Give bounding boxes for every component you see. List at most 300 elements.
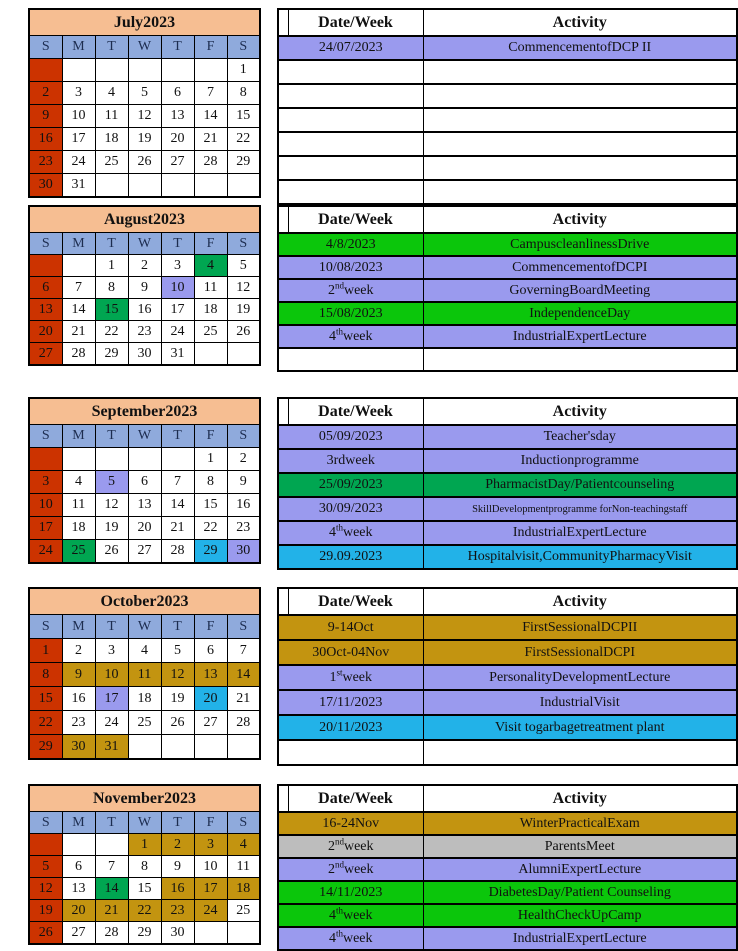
date-week-cell: 25/09/2023: [278, 473, 423, 497]
calendar-day-cell: 11: [128, 663, 161, 687]
calendar-day-cell: 14: [161, 494, 194, 517]
day-header-cell: T: [161, 36, 194, 59]
activity-cell: [423, 156, 737, 180]
calendar-day-cell: 7: [161, 471, 194, 494]
calendar-day-cell: 17: [95, 687, 128, 711]
calendar-day-cell: [161, 174, 194, 198]
day-header-cell: F: [194, 233, 227, 255]
calendar-weeks: [29, 448, 260, 564]
calendar-day-cell: 22: [128, 900, 161, 922]
calendar-day-cell: 30: [29, 174, 62, 198]
activity-cell: PharmacistDay/Patientcounseling: [423, 473, 737, 497]
calendar-week-row: [29, 856, 260, 878]
calendar-day-cell: 5: [161, 639, 194, 663]
activity-cell: FirstSessionalDCPI: [423, 640, 737, 665]
day-header-row: [29, 36, 260, 59]
day-header-cell: S: [29, 36, 62, 59]
date-week-cell: 24/07/2023: [278, 36, 423, 60]
calendar-day-cell: 10: [161, 277, 194, 299]
calendar-day-cell: 15: [29, 687, 62, 711]
calendar-day-cell: 4: [62, 471, 95, 494]
calendar-day-cell: 1: [29, 639, 62, 663]
day-header-row: [29, 233, 260, 255]
calendar-day-cell: 12: [128, 105, 161, 128]
date-week-header: Date/Week: [288, 588, 423, 615]
day-header-cell: T: [161, 233, 194, 255]
calendar-day-cell: 2: [29, 82, 62, 105]
calendar-day-cell: 31: [161, 343, 194, 366]
calendar-day-cell: 23: [161, 900, 194, 922]
month-title-row: [29, 398, 260, 425]
month-title: October2023: [29, 588, 260, 615]
calendar-day-cell: 24: [95, 711, 128, 735]
activity-cell: [423, 60, 737, 84]
date-week-cell: [278, 132, 423, 156]
calendar-day-cell: 24: [29, 540, 62, 564]
activity-row: [278, 858, 737, 881]
activity-header: Activity: [423, 9, 737, 36]
calendar-day-cell: 21: [62, 321, 95, 343]
activity-row: [278, 927, 737, 950]
activity-row: [278, 881, 737, 904]
calendar-day-cell: 17: [161, 299, 194, 321]
activity-rows: [278, 233, 737, 371]
activity-cell: [423, 180, 737, 204]
calendar-day-cell: [128, 735, 161, 760]
activity-row: [278, 904, 737, 927]
calendar-day-cell: 13: [128, 494, 161, 517]
date-week-cell: 4thweek: [278, 325, 423, 348]
calendar-day-cell: [62, 255, 95, 277]
calendar-day-cell: 23: [29, 151, 62, 174]
calendar-day-cell: 11: [62, 494, 95, 517]
calendar-day-cell: 7: [227, 639, 260, 663]
activity-table-august: [277, 205, 738, 372]
day-header-cell: F: [194, 812, 227, 834]
activity-header-row: [278, 9, 737, 36]
calendar-day-cell: 6: [161, 82, 194, 105]
activity-rows: [278, 36, 737, 204]
calendar-day-cell: 26: [128, 151, 161, 174]
calendar-day-cell: 22: [194, 517, 227, 540]
header-spacer-cell: [278, 9, 288, 36]
calendar-week-row: [29, 174, 260, 198]
calendar-day-cell: 20: [29, 321, 62, 343]
calendar-day-cell: 23: [128, 321, 161, 343]
calendar-day-cell: [95, 448, 128, 471]
calendar-week-row: [29, 922, 260, 945]
activity-rows: [278, 812, 737, 950]
calendar-day-cell: 26: [227, 321, 260, 343]
day-header-cell: S: [227, 425, 260, 448]
calendar-week-row: [29, 59, 260, 82]
calendar-day-cell: 18: [128, 687, 161, 711]
activity-row: [278, 640, 737, 665]
calendar-day-cell: 27: [194, 711, 227, 735]
calendar-day-cell: 7: [95, 856, 128, 878]
calendar-day-cell: 25: [62, 540, 95, 564]
calendar-day-cell: [194, 735, 227, 760]
calendar-week-row: [29, 471, 260, 494]
day-header-cell: S: [29, 812, 62, 834]
calendar-day-cell: 26: [161, 711, 194, 735]
date-week-header: Date/Week: [288, 9, 423, 36]
day-header-cell: M: [62, 812, 95, 834]
calendar-day-cell: 9: [128, 277, 161, 299]
calendar-day-cell: 16: [29, 128, 62, 151]
calendar-day-cell: 9: [161, 856, 194, 878]
calendar-day-cell: 14: [62, 299, 95, 321]
calendar-week-row: [29, 321, 260, 343]
calendar-day-cell: 31: [62, 174, 95, 198]
activity-table-november: [277, 784, 738, 951]
activity-row: [278, 60, 737, 84]
date-week-cell: [278, 108, 423, 132]
calendar-day-cell: 22: [29, 711, 62, 735]
calendar-july: [28, 8, 261, 198]
month-section-october: [28, 587, 738, 766]
calendar-day-cell: [161, 59, 194, 82]
day-header-cell: W: [128, 233, 161, 255]
activity-row: [278, 615, 737, 640]
date-week-cell: 20/11/2023: [278, 715, 423, 740]
activity-table-october: [277, 587, 738, 766]
calendar-day-cell: 26: [29, 922, 62, 945]
calendar-day-cell: 30: [227, 540, 260, 564]
calendar-day-cell: 20: [194, 687, 227, 711]
day-header-cell: M: [62, 615, 95, 639]
date-week-header: Date/Week: [288, 206, 423, 233]
activity-cell: IndustrialVisit: [423, 690, 737, 715]
calendar-day-cell: 7: [62, 277, 95, 299]
date-week-header: Date/Week: [288, 398, 423, 425]
day-header-cell: W: [128, 615, 161, 639]
activity-cell: [423, 132, 737, 156]
date-week-cell: 30Oct-04Nov: [278, 640, 423, 665]
calendar-day-cell: 8: [29, 663, 62, 687]
calendar-day-cell: 28: [95, 922, 128, 945]
day-header-cell: F: [194, 36, 227, 59]
calendar-day-cell: 5: [95, 471, 128, 494]
calendar-day-cell: [95, 59, 128, 82]
calendar-week-row: [29, 900, 260, 922]
activity-row: [278, 279, 737, 302]
date-week-cell: 1stweek: [278, 665, 423, 690]
calendar-day-cell: 21: [95, 900, 128, 922]
activity-cell: PersonalityDevelopmentLecture: [423, 665, 737, 690]
calendar-day-cell: 3: [95, 639, 128, 663]
calendar-day-cell: 8: [128, 856, 161, 878]
activity-row: [278, 233, 737, 256]
calendar-day-cell: 21: [161, 517, 194, 540]
activity-header: Activity: [423, 785, 737, 812]
date-week-cell: 4thweek: [278, 904, 423, 927]
day-header-cell: W: [128, 425, 161, 448]
calendar-day-cell: 20: [62, 900, 95, 922]
activity-header: Activity: [423, 588, 737, 615]
calendar-day-cell: 14: [95, 878, 128, 900]
calendar-day-cell: [62, 834, 95, 856]
calendar-day-cell: 9: [62, 663, 95, 687]
activity-row: [278, 302, 737, 325]
header-spacer-cell: [278, 785, 288, 812]
activity-rows: [278, 615, 737, 765]
day-header-cell: S: [29, 233, 62, 255]
activity-row: [278, 325, 737, 348]
month-section-november: [28, 784, 738, 951]
calendar-week-row: [29, 151, 260, 174]
calendar-day-cell: [194, 174, 227, 198]
activity-row: [278, 497, 737, 521]
calendar-weeks: [29, 834, 260, 945]
day-header-cell: T: [95, 812, 128, 834]
calendar-day-cell: 12: [161, 663, 194, 687]
calendar-day-cell: 25: [194, 321, 227, 343]
calendar-week-row: [29, 128, 260, 151]
activity-row: [278, 132, 737, 156]
activity-row: [278, 348, 737, 371]
header-spacer-cell: [278, 398, 288, 425]
activity-row: [278, 156, 737, 180]
day-header-cell: T: [161, 615, 194, 639]
calendar-day-cell: 29: [227, 151, 260, 174]
calendar-day-cell: [95, 834, 128, 856]
calendar-day-cell: 18: [62, 517, 95, 540]
date-week-cell: 16-24Nov: [278, 812, 423, 835]
calendar-week-row: [29, 540, 260, 564]
calendar-week-row: [29, 494, 260, 517]
calendar-day-cell: 22: [95, 321, 128, 343]
calendar-week-row: [29, 687, 260, 711]
activity-table-september: [277, 397, 738, 570]
calendar-day-cell: 28: [227, 711, 260, 735]
date-week-cell: 30/09/2023: [278, 497, 423, 521]
activity-row: [278, 835, 737, 858]
calendar-day-cell: 24: [161, 321, 194, 343]
calendar-day-cell: [29, 834, 62, 856]
day-header-cell: T: [95, 615, 128, 639]
date-week-cell: 10/08/2023: [278, 256, 423, 279]
calendar-day-cell: 13: [62, 878, 95, 900]
calendar-week-row: [29, 277, 260, 299]
date-week-cell: [278, 60, 423, 84]
calendar-day-cell: 21: [194, 128, 227, 151]
activity-cell: IndustrialExpertLecture: [423, 521, 737, 545]
calendar-day-cell: [227, 922, 260, 945]
activity-cell: ParentsMeet: [423, 835, 737, 858]
calendar-day-cell: 18: [227, 878, 260, 900]
activity-cell: SkillDevelopmentprogramme forNon-teachingstaff: [423, 497, 737, 521]
calendar-day-cell: [29, 59, 62, 82]
day-header-cell: S: [227, 812, 260, 834]
activity-cell: CommencementofDCPI: [423, 256, 737, 279]
calendar-day-cell: [128, 174, 161, 198]
calendar-day-cell: [128, 59, 161, 82]
day-header-cell: M: [62, 36, 95, 59]
calendar-day-cell: 10: [62, 105, 95, 128]
calendar-day-cell: 2: [227, 448, 260, 471]
calendar-week-row: [29, 735, 260, 760]
calendar-day-cell: 3: [29, 471, 62, 494]
calendar-day-cell: [95, 174, 128, 198]
calendar-day-cell: 30: [62, 735, 95, 760]
date-week-cell: 4thweek: [278, 521, 423, 545]
day-header-cell: S: [227, 233, 260, 255]
day-header-cell: T: [161, 812, 194, 834]
calendar-day-cell: 10: [29, 494, 62, 517]
calendar-day-cell: 11: [95, 105, 128, 128]
calendar-day-cell: 27: [29, 343, 62, 366]
date-week-cell: [278, 348, 423, 371]
activity-header: Activity: [423, 206, 737, 233]
date-week-cell: 4/8/2023: [278, 233, 423, 256]
activity-row: [278, 180, 737, 204]
calendar-day-cell: 28: [161, 540, 194, 564]
activity-header: Activity: [423, 398, 737, 425]
date-week-cell: 15/08/2023: [278, 302, 423, 325]
header-spacer-cell: [278, 588, 288, 615]
calendar-day-cell: 16: [161, 878, 194, 900]
calendar-day-cell: 19: [95, 517, 128, 540]
calendar-day-cell: 25: [95, 151, 128, 174]
calendar-day-cell: 13: [194, 663, 227, 687]
month-title-row: [29, 785, 260, 812]
calendar-day-cell: 4: [128, 639, 161, 663]
month-section-august: [28, 205, 738, 372]
calendar-day-cell: [29, 255, 62, 277]
calendar-day-cell: 27: [62, 922, 95, 945]
calendar-day-cell: 19: [227, 299, 260, 321]
activity-cell: Hospitalvisit,CommunityPharmacyVisit: [423, 545, 737, 569]
calendar-day-cell: 14: [194, 105, 227, 128]
calendar-day-cell: 30: [128, 343, 161, 366]
date-week-cell: [278, 180, 423, 204]
month-title-row: [29, 9, 260, 36]
calendar-week-row: [29, 639, 260, 663]
calendar-week-row: [29, 711, 260, 735]
activity-cell: Inductionprogramme: [423, 449, 737, 473]
activity-row: [278, 715, 737, 740]
calendar-day-cell: 19: [128, 128, 161, 151]
calendar-day-cell: 1: [194, 448, 227, 471]
calendar-day-cell: 5: [29, 856, 62, 878]
date-week-cell: 14/11/2023: [278, 881, 423, 904]
activity-row: [278, 740, 737, 765]
calendar-day-cell: [62, 59, 95, 82]
activity-cell: IndustrialExpertLecture: [423, 325, 737, 348]
calendar-day-cell: 22: [227, 128, 260, 151]
calendar-day-cell: 29: [29, 735, 62, 760]
calendar-day-cell: 4: [227, 834, 260, 856]
calendar-day-cell: 10: [95, 663, 128, 687]
activity-row: [278, 545, 737, 569]
day-header-cell: T: [95, 233, 128, 255]
calendar-day-cell: 19: [161, 687, 194, 711]
date-week-cell: 3rdweek: [278, 449, 423, 473]
calendar-day-cell: 11: [194, 277, 227, 299]
calendar-day-cell: 9: [29, 105, 62, 128]
calendar-day-cell: 29: [95, 343, 128, 366]
calendar-day-cell: 15: [227, 105, 260, 128]
calendar-day-cell: 4: [194, 255, 227, 277]
activity-cell: [423, 108, 737, 132]
calendar-day-cell: 11: [227, 856, 260, 878]
day-header-cell: S: [29, 615, 62, 639]
day-header-cell: W: [128, 36, 161, 59]
calendar-day-cell: 16: [62, 687, 95, 711]
month-title: November2023: [29, 785, 260, 812]
month-title-row: [29, 206, 260, 233]
activity-row: [278, 256, 737, 279]
calendar-day-cell: 29: [194, 540, 227, 564]
calendar-day-cell: 18: [194, 299, 227, 321]
calendar-day-cell: 30: [161, 922, 194, 945]
activity-row: [278, 665, 737, 690]
calendar-weeks: [29, 255, 260, 366]
calendar-day-cell: 15: [95, 299, 128, 321]
calendar-day-cell: 17: [194, 878, 227, 900]
calendar-day-cell: 23: [62, 711, 95, 735]
calendar-october: [28, 587, 261, 760]
calendar-week-row: [29, 663, 260, 687]
month-title: August2023: [29, 206, 260, 233]
activity-row: [278, 812, 737, 835]
calendar-day-cell: 24: [194, 900, 227, 922]
calendar-day-cell: 10: [194, 856, 227, 878]
day-header-cell: S: [227, 36, 260, 59]
calendar-day-cell: 6: [194, 639, 227, 663]
date-week-cell: [278, 156, 423, 180]
day-header-row: [29, 812, 260, 834]
calendar-week-row: [29, 448, 260, 471]
calendar-week-row: [29, 834, 260, 856]
activity-rows: [278, 425, 737, 569]
calendar-day-cell: 12: [227, 277, 260, 299]
activity-row: [278, 84, 737, 108]
calendar-week-row: [29, 299, 260, 321]
month-section-september: [28, 397, 738, 570]
calendar-day-cell: 27: [128, 540, 161, 564]
calendar-day-cell: 27: [161, 151, 194, 174]
day-header-cell: M: [62, 425, 95, 448]
calendar-day-cell: 28: [62, 343, 95, 366]
calendar-day-cell: 19: [29, 900, 62, 922]
activity-cell: DiabetesDay/Patient Counseling: [423, 881, 737, 904]
calendar-day-cell: 20: [161, 128, 194, 151]
calendar-day-cell: 25: [227, 900, 260, 922]
date-week-cell: 29.09.2023: [278, 545, 423, 569]
calendar-day-cell: 6: [29, 277, 62, 299]
activity-header-row: [278, 588, 737, 615]
activity-cell: WinterPracticalExam: [423, 812, 737, 835]
date-week-cell: 2ndweek: [278, 835, 423, 858]
activity-cell: [423, 740, 737, 765]
activity-header-row: [278, 785, 737, 812]
date-week-cell: 4thweek: [278, 927, 423, 950]
day-header-cell: T: [161, 425, 194, 448]
activity-cell: HealthCheckUpCamp: [423, 904, 737, 927]
calendar-day-cell: 25: [128, 711, 161, 735]
day-header-cell: T: [95, 425, 128, 448]
activity-row: [278, 36, 737, 60]
calendar-day-cell: 15: [128, 878, 161, 900]
calendar-day-cell: 12: [95, 494, 128, 517]
day-header-cell: S: [227, 615, 260, 639]
calendar-week-row: [29, 255, 260, 277]
calendar-day-cell: [194, 59, 227, 82]
activity-cell: Teacher'sday: [423, 425, 737, 449]
calendar-day-cell: 15: [194, 494, 227, 517]
